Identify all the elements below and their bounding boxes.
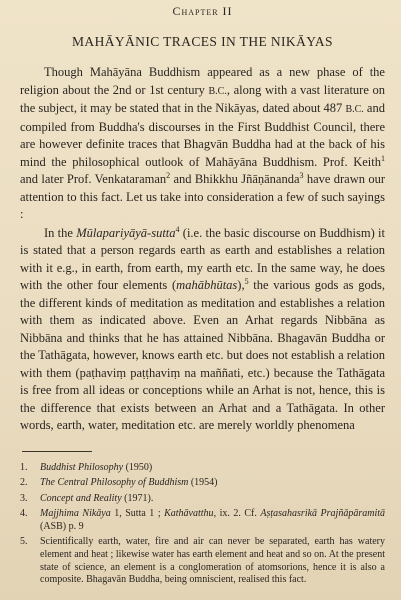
footnote-number: 1.	[20, 461, 28, 473]
paragraph-2-text: the various gods as gods, the different kinds of meditation as meditation and establishes a relation with them as indicated above. Even an Arhat regards Nibbāna as Nibbāna and thinks that he has attained Nibbāna. Bhagavān Buddha or the Tathāgata, however, knows earth etc. but does not establish a relation with them (paṭhaviṃ paṭṭhaviṃ na maññati, etc.) because the Tathāgata is free from all ideas or conceptions while an Arhat is not, hence, this is the difference that exists between an Arhat and a Tathāgata. In other words, earth, water, meditation etc. are merely worldly phenomena	[20, 278, 385, 432]
footnote-number: 3.	[20, 492, 28, 504]
body-text	[20, 64, 385, 435]
footnote-text: Scientifically earth, water, fire and air can never be separated, earth has watery element and heat ; likewise water has earth element and heat and so on. At the present state of science, an element is a conglomeration of atomsorions, hence it is also a composite. Bhagavān Buddha, being omniscient, realised this fact.	[40, 536, 385, 586]
footnote-title: Concept and Reality	[40, 492, 122, 504]
paragraph-1-text: and compiled from Buddha's discourses in the First Buddhist Council, there are however definite traces that Bhagvān Buddha had at the back of his mind the philosophical outlook of Mahāyāna Buddhism. Prof. Keith	[20, 101, 385, 169]
paragraph-1-text: , along with a vast literature on the subject, it may be stated that in the Nikāyas, dated about 487	[20, 82, 386, 115]
footnote-ref: 5	[244, 276, 249, 286]
pali-term: mahābhūtas	[176, 278, 238, 292]
footnote-text: (1950)	[123, 461, 153, 473]
footnote-2	[20, 477, 385, 490]
footnote-3	[20, 493, 385, 506]
footnote-divider	[22, 451, 92, 452]
footnote-text: (1971).	[121, 492, 154, 504]
paragraph-2-text: (i.e. the basic discourse on Buddhism) it is stated that a person regards earth as earth and establishes a relation with it e.g., in earth, from earth, my earth etc. In the same way, he does with the other four elements (	[20, 225, 385, 292]
footnote-1	[20, 462, 385, 475]
footnote-number: 4.	[20, 508, 28, 520]
footnote-title: Majjhima Nikāya	[40, 508, 111, 520]
footnote-ref: 4	[175, 224, 180, 234]
era-abbrev: B.C.	[208, 85, 227, 97]
footnote-ref: 2	[166, 170, 171, 180]
paragraph-1-text: and later Prof. Venkataraman	[20, 172, 167, 186]
footnote-title: The Central Philosophy of Buddhism	[40, 477, 189, 489]
chapter-heading: Chapter II	[172, 4, 233, 18]
era-abbrev: B.C.	[345, 104, 364, 115]
footnote-title: Buddhist Philosophy	[40, 461, 124, 473]
paragraph-1	[20, 64, 385, 224]
paragraph-2	[20, 225, 385, 435]
footnote-ref: 1	[381, 153, 385, 163]
paragraph-1-text: and Bhikkhu Jñāṇānanda	[170, 172, 300, 186]
work-title: Mūlapariyāyā-sutta	[76, 225, 176, 240]
footnote-number: 2.	[20, 477, 28, 489]
paragraph-1-text: have drawn our attention to this fact. Let us take into consideration a few of such sayings :	[20, 172, 385, 221]
footnote-title: Aṣṭasahasrikā Prajñāpāramitā	[260, 508, 386, 520]
footnote-text: (ASB) p. 9	[40, 520, 84, 532]
paragraph-2-text: In the	[44, 225, 77, 240]
footnote-4	[20, 508, 385, 533]
footnote-title: Kathāvatthu	[164, 508, 214, 520]
footnote-5	[20, 536, 385, 586]
footnote-ref: 3	[299, 170, 304, 180]
chapter-title: MAHĀYĀNIC TRACES IN THE NIKĀYAS	[72, 34, 333, 49]
paragraph-1-text: Though Mahāyāna Buddhism appeared as a new phase of the religion about the 2nd or 1st century	[20, 65, 385, 97]
footnote-text: 1, Sutta 1 ;	[110, 508, 165, 520]
footnotes	[20, 462, 385, 587]
footnote-number: 5.	[20, 536, 28, 548]
paragraph-2-text: ),	[237, 278, 245, 292]
footnote-text: (1954)	[188, 477, 218, 489]
footnote-text: , ix. 2. Cf.	[213, 508, 261, 520]
